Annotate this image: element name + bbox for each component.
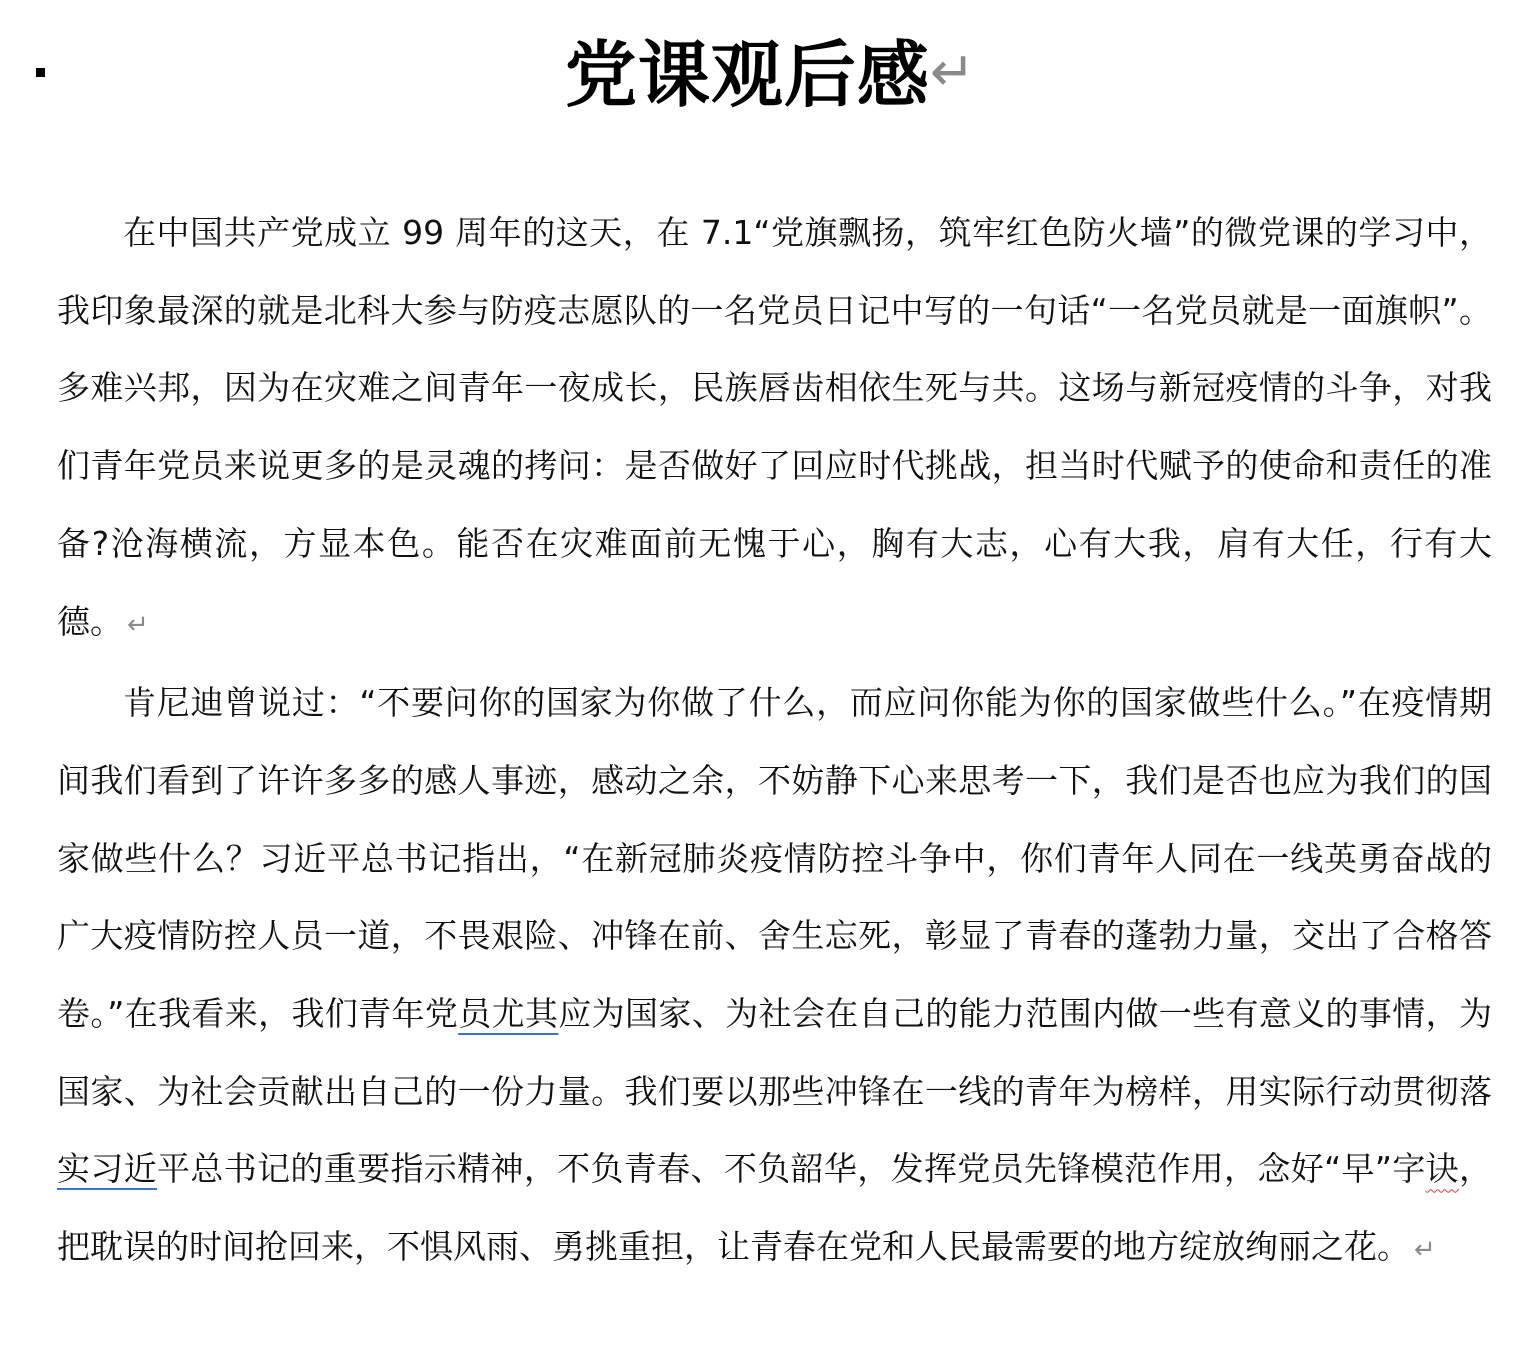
paragraph-2[interactable] <box>57 664 1492 1290</box>
paragraph-2-text: ，把耽误的时间抢回来，不惧风雨、勇挑重担，让青春在党和人民最需要的地方绽放绚丽之花。 <box>57 1149 1493 1267</box>
grammar-underline-text[interactable]: 实习近 <box>57 1149 158 1189</box>
paragraph-mark-icon: ↵ <box>929 40 976 103</box>
paragraph-2-text: 平总书记的重要指示精神，不负青春、不负韶华，发挥党员先锋模范作用，念好“早”字 <box>157 1149 1426 1189</box>
spelling-underline-text[interactable]: 诀 <box>1425 1149 1460 1189</box>
paragraph-2-text: 肯尼迪曾说过：“不要问你的国家为你做了什么，而应问你能为你的国家做些什么。”在疫情期间我们看到了许许多多的感人事迹，感动之余，不妨静下心来思考一下，我们是否也应为我们的国家做些什么？习近平总书记指出，“在新冠肺炎疫情防控斗争中，你们青年人同在一线英勇奋战的广大疫情防控人员一道，不畏艰险、冲锋在前、舍生忘死，彰显了青春的蓬勃力量，交出了合格答卷。”在我看来，我们青年党 <box>57 683 1492 1034</box>
paragraph-1[interactable] <box>57 194 1492 664</box>
title-line <box>0 30 1540 120</box>
grammar-underline-text[interactable]: 员尤其 <box>458 994 559 1034</box>
document-body[interactable] <box>57 194 1492 1290</box>
paragraph-mark-icon: ↵ <box>127 609 149 640</box>
paragraph-2-text: 应为国家、为社会在自己的能力范围内做一些有意义的事情，为国家、为社会贡献出自己的一份力量。我们要以那些冲锋在一线的青年为榜样，用实际行动贯彻落 <box>57 994 1492 1111</box>
document-title[interactable]: 党课观后感 <box>564 33 930 117</box>
paragraph-1-text: 在中国共产党成立 99 周年的这天，在 7.1“党旗飘扬，筑牢红色防火墙”的微党课的学习中，我印象最深的就是北科大参与防疫志愿队的一名党员日记中写的一句话“一名党员就是一面旗帜”。多难兴邦，因为在灾难之间青年一夜成长，民族唇齿相依生死与共。这场与新冠疫情的斗争，对我们青年党员来说更多的是灵魂的拷问：是否做好了回应时代挑战，担当时代赋予的使命和责任的准备?沧海横流，方显本色。能否在灾难面前无愧于心，胸有大志，心有大我，肩有大任，行有大德。 <box>57 213 1492 641</box>
paragraph-mark-icon: ↵ <box>1414 1235 1436 1266</box>
